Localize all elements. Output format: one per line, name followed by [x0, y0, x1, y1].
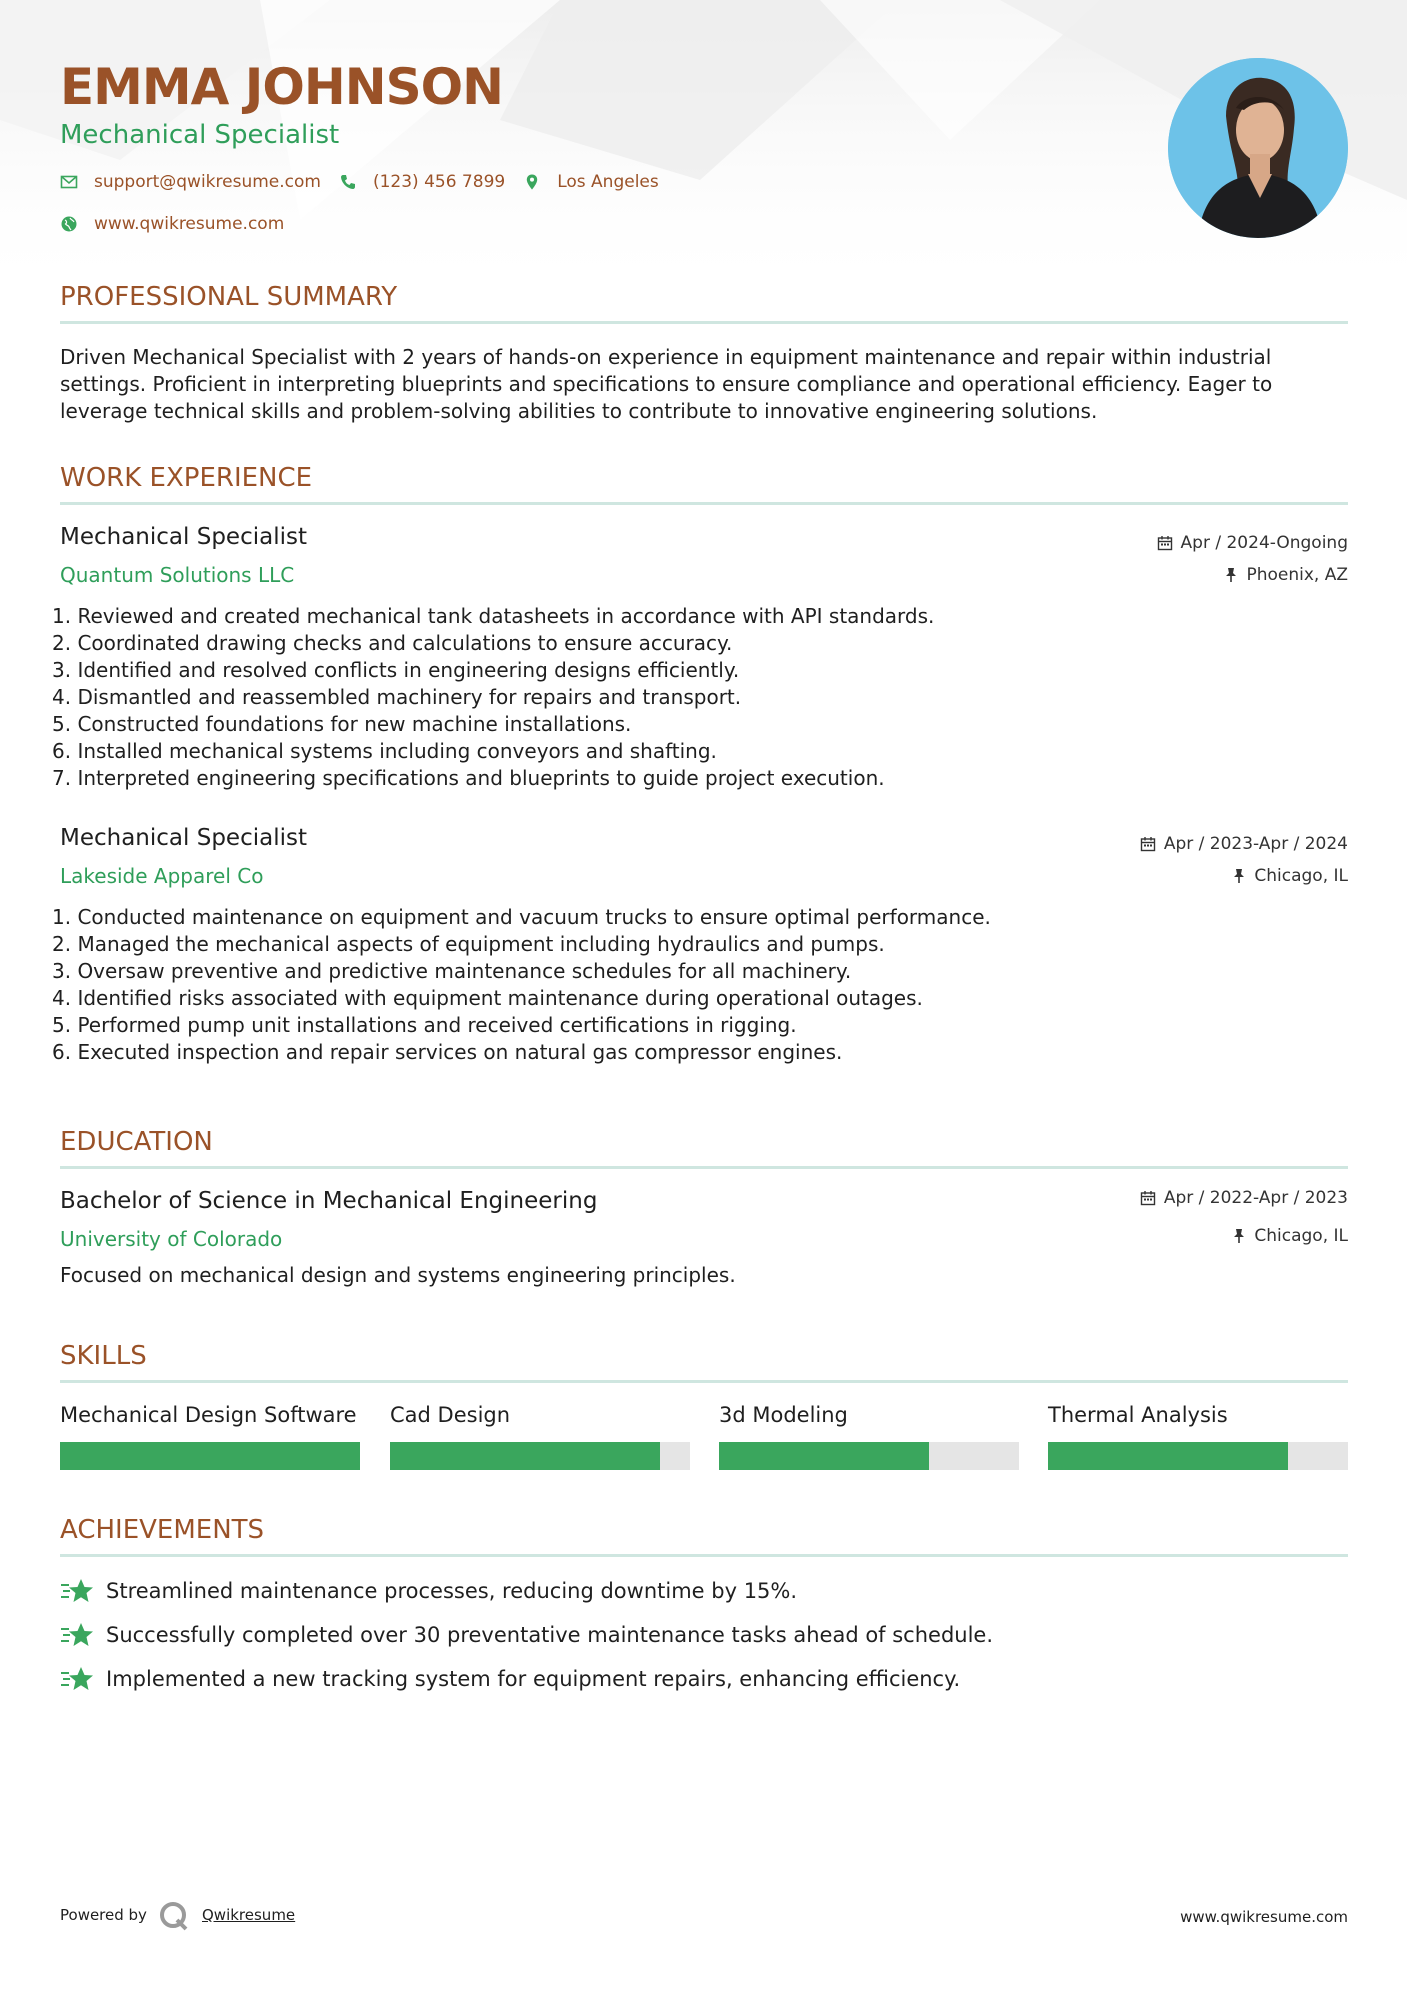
profile-photo	[1168, 58, 1348, 238]
phone-text: (123) 456 7899	[372, 172, 506, 192]
job-location-text: Chicago, IL	[1254, 866, 1348, 886]
star-icon	[60, 1621, 94, 1649]
qwikresume-link[interactable]: Qwikresume	[202, 1906, 296, 1924]
list-item: 6. Installed mechanical systems including conveyors and shafting.	[52, 739, 717, 763]
education-location-text: Chicago, IL	[1254, 1226, 1348, 1246]
website-item[interactable]	[60, 214, 284, 234]
achievement-text: Successfully completed over 30 preventative maintenance tasks ahead of schedule.	[106, 1623, 994, 1647]
phone-icon	[339, 173, 357, 191]
education-description: Focused on mechanical design and systems engineering principles.	[60, 1263, 736, 1287]
skill-bar-track	[1048, 1442, 1348, 1470]
powered-by-label: Powered by	[60, 1906, 147, 1924]
calendar-icon	[1140, 1190, 1156, 1206]
education-dates	[1140, 1188, 1348, 1208]
skill-item	[1048, 1402, 1348, 1470]
education-location	[1232, 1226, 1348, 1246]
person-portrait-icon	[1168, 58, 1348, 238]
website-text: www.qwikresume.com	[94, 214, 285, 234]
list-item: 3. Oversaw preventive and predictive maintenance schedules for all machinery.	[52, 959, 852, 983]
skill-bar-track	[60, 1442, 360, 1470]
job-title: Mechanical Specialist	[60, 825, 307, 851]
pushpin-icon	[1224, 567, 1238, 583]
skill-bar-fill	[390, 1442, 660, 1470]
phone-item[interactable]	[339, 172, 505, 192]
skill-bar-fill	[1048, 1442, 1288, 1470]
list-item: 1. Reviewed and created mechanical tank datasheets in accordance with API standards.	[52, 604, 935, 628]
email-text: support@qwikresume.com	[94, 172, 321, 192]
skill-label: Mechanical Design Software	[60, 1403, 357, 1427]
qwikresume-logo-icon	[158, 1900, 190, 1932]
envelope-icon	[60, 173, 78, 191]
summary-line: Driven Mechanical Specialist with 2 years of hands-on experience in equipment maintenance and repair within industrial	[60, 345, 1272, 369]
summary-line: settings. Proficient in interpreting blueprints and specifications to ensure compliance and operational efficiency. Eager to	[60, 372, 1273, 396]
experience-divider	[60, 502, 1348, 505]
job-dates-text: Apr / 2023-Apr / 2024	[1163, 834, 1348, 854]
globe-icon	[60, 215, 78, 233]
star-icon	[60, 1665, 94, 1693]
school-name: University of Colorado	[60, 1227, 283, 1251]
calendar-icon	[1157, 535, 1173, 551]
achievement-text: Implemented a new tracking system for equipment repairs, enhancing efficiency.	[106, 1667, 961, 1691]
skill-bar-track	[390, 1442, 690, 1470]
summary-line: leverage technical skills and problem-solving abilities to contribute to innovative engineering solutions.	[60, 399, 1098, 423]
star-icon	[60, 1577, 94, 1605]
location-item	[523, 172, 659, 192]
job-dates	[1157, 533, 1348, 553]
list-item: 7. Interpreted engineering specifications and blueprints to guide project execution.	[52, 766, 885, 790]
achievement-item	[60, 1577, 797, 1605]
list-item: 2. Managed the mechanical aspects of equipment including hydraulics and pumps.	[52, 932, 885, 956]
location-text: Los Angeles	[557, 172, 659, 192]
list-item: 4. Dismantled and reassembled machinery for repairs and transport.	[52, 685, 742, 709]
list-item: 1. Conducted maintenance on equipment and vacuum trucks to ensure optimal performance.	[52, 905, 991, 929]
skills-divider	[60, 1380, 1348, 1383]
education-dates-text: Apr / 2022-Apr / 2023	[1163, 1188, 1348, 1208]
job-location	[1232, 866, 1348, 886]
skill-bar-fill	[60, 1442, 360, 1470]
list-item: 6. Executed inspection and repair services on natural gas compressor engines.	[52, 1040, 843, 1064]
skills-heading: SKILLS	[60, 1341, 147, 1371]
degree-title: Bachelor of Science in Mechanical Engineering	[60, 1188, 598, 1214]
list-item: 5. Performed pump unit installations and received certifications in rigging.	[52, 1013, 797, 1037]
skill-item	[719, 1402, 1019, 1470]
job-bullets	[52, 904, 1348, 1066]
contact-row	[60, 172, 677, 192]
pushpin-icon	[1232, 1228, 1246, 1244]
job-bullets	[52, 603, 1348, 792]
candidate-name: EMMA JOHNSON	[60, 58, 503, 116]
education-divider	[60, 1166, 1348, 1169]
achievement-item	[60, 1665, 960, 1693]
experience-heading: WORK EXPERIENCE	[60, 463, 313, 493]
company-name: Quantum Solutions LLC	[60, 563, 295, 587]
skill-bar-track	[719, 1442, 1019, 1470]
summary-divider	[60, 321, 1348, 324]
candidate-role: Mechanical Specialist	[60, 120, 340, 150]
skill-item	[390, 1402, 690, 1470]
skill-item	[60, 1402, 360, 1470]
footer-website[interactable]: www.qwikresume.com	[1180, 1908, 1348, 1926]
summary-text	[60, 344, 1348, 425]
list-item: 3. Identified and resolved conflicts in engineering designs efficiently.	[52, 658, 740, 682]
skill-label: Cad Design	[390, 1403, 511, 1427]
job-title: Mechanical Specialist	[60, 524, 307, 550]
list-item: 5. Constructed foundations for new machine installations.	[52, 712, 632, 736]
skill-bar-fill	[719, 1442, 929, 1470]
achievements-heading: ACHIEVEMENTS	[60, 1515, 265, 1545]
job-location	[1224, 565, 1348, 585]
achievement-item	[60, 1621, 993, 1649]
map-pin-icon	[523, 173, 541, 191]
email-item[interactable]	[60, 172, 321, 192]
achievements-divider	[60, 1554, 1348, 1557]
job-location-text: Phoenix, AZ	[1246, 565, 1348, 585]
calendar-icon	[1140, 836, 1156, 852]
list-item: 2. Coordinated drawing checks and calculations to ensure accuracy.	[52, 631, 733, 655]
achievement-text: Streamlined maintenance processes, reducing downtime by 15%.	[106, 1579, 798, 1603]
pushpin-icon	[1232, 868, 1246, 884]
job-dates-text: Apr / 2024-Ongoing	[1180, 533, 1348, 553]
list-item: 4. Identified risks associated with equipment maintenance during operational outages.	[52, 986, 923, 1010]
company-name: Lakeside Apparel Co	[60, 864, 264, 888]
education-heading: EDUCATION	[60, 1127, 213, 1157]
skill-label: 3d Modeling	[719, 1403, 848, 1427]
summary-heading: PROFESSIONAL SUMMARY	[60, 282, 398, 312]
website-row	[60, 214, 302, 234]
skill-label: Thermal Analysis	[1048, 1403, 1228, 1427]
job-dates	[1140, 834, 1348, 854]
